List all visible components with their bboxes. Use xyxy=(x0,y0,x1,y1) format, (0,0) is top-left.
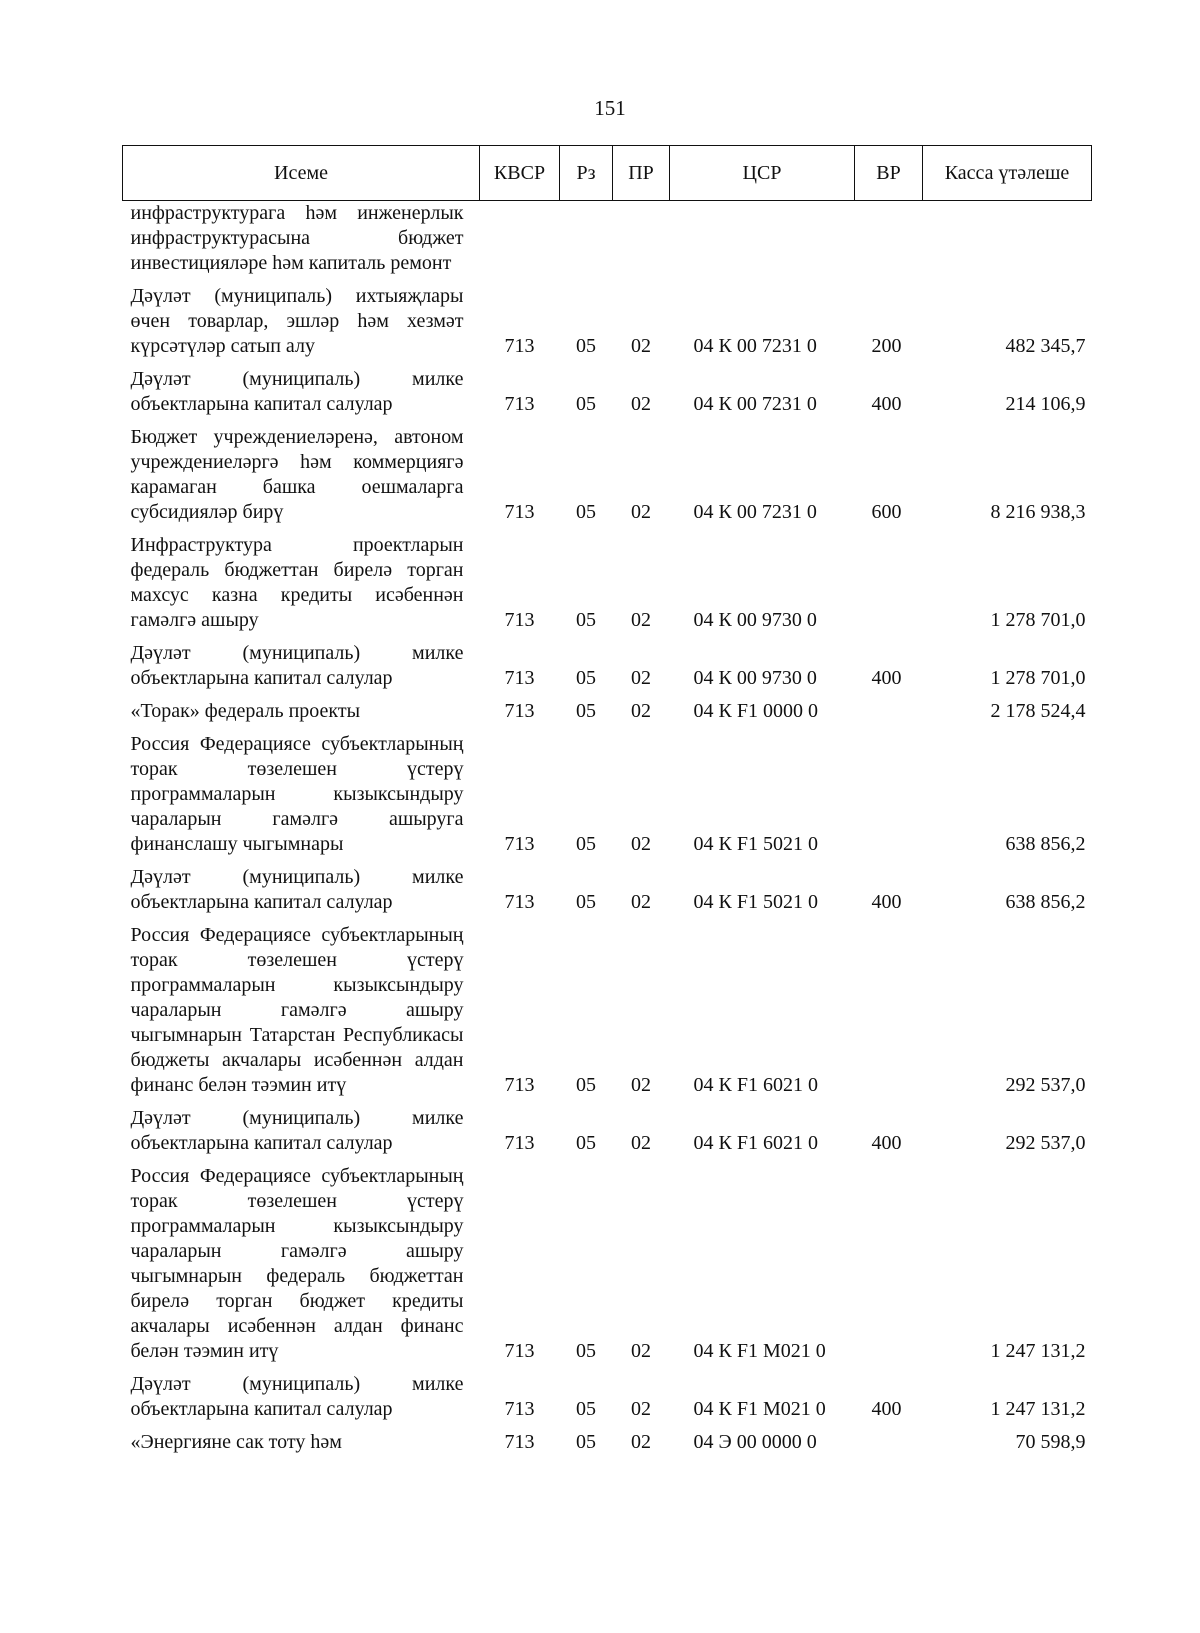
cell-vr xyxy=(855,201,923,282)
cell-name: Дәүләт (муниципаль) милке объектларына капитал салулар xyxy=(130,642,464,689)
header-name: Исеме xyxy=(123,146,480,201)
cell-name: Дәүләт (муниципаль) милке объектларына капитал салулар xyxy=(130,1107,464,1154)
cell-csr: 04 К F1 М021 0 xyxy=(693,1398,826,1420)
cell-pr: 02 xyxy=(631,667,651,689)
cell-csr: 04 К 00 9730 0 xyxy=(693,667,817,689)
table-row xyxy=(123,201,1092,282)
cell-csr: 04 К F1 6021 0 xyxy=(693,1132,818,1154)
cell-pr: 02 xyxy=(631,1074,651,1096)
cell-vr: 400 xyxy=(871,1132,902,1154)
cell-csr: 04 К F1 5021 0 xyxy=(693,833,818,855)
cell-vr: 200 xyxy=(871,335,902,357)
cell-csr: 04 К F1 М021 0 xyxy=(693,1340,826,1362)
cell-vr: 600 xyxy=(871,501,902,523)
cell-pr: 02 xyxy=(631,700,651,722)
cell-rz: 05 xyxy=(576,891,596,913)
table-row xyxy=(123,729,1092,862)
cell-vr xyxy=(855,1427,923,1460)
cell-kvsr: 713 xyxy=(504,667,535,689)
cell-sum: 8 216 938,3 xyxy=(990,501,1086,523)
table-row xyxy=(123,1103,1092,1161)
cell-kvsr: 713 xyxy=(504,1431,535,1453)
cell-kvsr: 713 xyxy=(504,891,535,913)
cell-kvsr: 713 xyxy=(504,335,535,357)
cell-pr: 02 xyxy=(631,1431,651,1453)
cell-name: Россия Федерациясе субъектларының торак төзелешен үстерү программаларын кызыксындыру чараларын гамәлгә ашыру чыгымнарын федераль бюджеттан бирелә торган бюджет кредиты акчалары исәбеннән алдан финанс белән тәэмин итү xyxy=(130,1165,464,1362)
cell-sum: 1 247 131,2 xyxy=(990,1340,1086,1362)
header-kvsr: КВСР xyxy=(480,146,560,201)
cell-sum: 1 278 701,0 xyxy=(990,609,1086,631)
cell-kvsr: 713 xyxy=(504,1074,535,1096)
table-row xyxy=(123,530,1092,638)
page-number: 151 xyxy=(594,96,626,120)
cell-pr: 02 xyxy=(631,1340,651,1362)
cell-sum: 482 345,7 xyxy=(1005,335,1086,357)
cell-sum: 638 856,2 xyxy=(1005,833,1086,855)
cell-name: Дәүләт (муниципаль) ихтыяҗлары өчен товарлар, эшләр һәм хезмәт күрсәтүләр сатып алу xyxy=(130,285,464,357)
table-row xyxy=(123,422,1092,530)
cell-name: инфраструктурага һәм инженерлык инфраструктурасына бюджет инвестицияләре һәм капиталь ремонт xyxy=(130,202,464,274)
header-sum: Касса үтәлеше xyxy=(923,146,1092,201)
cell-rz: 05 xyxy=(576,501,596,523)
cell-rz: 05 xyxy=(576,335,596,357)
cell-csr: 04 К 00 7231 0 xyxy=(693,393,817,415)
cell-kvsr: 713 xyxy=(504,393,535,415)
cell-vr xyxy=(855,696,923,729)
cell-kvsr: 713 xyxy=(504,609,535,631)
cell-name: Дәүләт (муниципаль) милке объектларына капитал салулар xyxy=(130,1373,464,1420)
cell-rz: 05 xyxy=(576,667,596,689)
cell-pr: 02 xyxy=(631,1398,651,1420)
cell-csr xyxy=(670,201,855,282)
cell-name: «Энергияне сак тоту һәм xyxy=(130,1431,342,1453)
table-row xyxy=(123,862,1092,920)
cell-rz: 05 xyxy=(576,833,596,855)
cell-vr xyxy=(855,729,923,862)
header-rz: Рз xyxy=(560,146,613,201)
table-header xyxy=(123,146,1092,201)
cell-csr: 04 К 00 7231 0 xyxy=(693,501,817,523)
cell-sum: 292 537,0 xyxy=(1005,1074,1086,1096)
cell-pr: 02 xyxy=(631,609,651,631)
cell-pr xyxy=(613,201,670,282)
cell-rz: 05 xyxy=(576,393,596,415)
cell-name: Дәүләт (муниципаль) милке объектларына капитал салулар xyxy=(130,866,464,913)
table-row xyxy=(123,638,1092,696)
cell-csr: 04 К F1 6021 0 xyxy=(693,1074,818,1096)
table-body xyxy=(123,201,1092,1461)
cell-rz xyxy=(560,201,613,282)
cell-rz: 05 xyxy=(576,700,596,722)
cell-name: «Торак» федераль проекты xyxy=(130,700,361,722)
table-row xyxy=(123,281,1092,364)
table-row xyxy=(123,1427,1092,1460)
cell-vr: 400 xyxy=(871,667,902,689)
cell-rz: 05 xyxy=(576,1431,596,1453)
cell-kvsr: 713 xyxy=(504,501,535,523)
cell-vr: 400 xyxy=(871,393,902,415)
cell-kvsr xyxy=(480,201,560,282)
table-row xyxy=(123,1161,1092,1369)
cell-sum: 292 537,0 xyxy=(1005,1132,1086,1154)
cell-name: Бюджет учреждениеләренә, автоном учреждениеләргә һәм коммерциягә карамаган башка оешмаларга субсидияләр бирү xyxy=(130,426,464,523)
cell-sum xyxy=(923,201,1092,282)
cell-kvsr: 713 xyxy=(504,1398,535,1420)
cell-pr: 02 xyxy=(631,1132,651,1154)
cell-sum: 1 278 701,0 xyxy=(990,667,1086,689)
cell-kvsr: 713 xyxy=(504,1340,535,1362)
cell-name: Россия Федерациясе субъектларының торак төзелешен үстерү программаларын кызыксындыру чараларын гамәлгә ашыруга финанслашу чыгымнары xyxy=(130,733,464,855)
table-row xyxy=(123,696,1092,729)
cell-vr xyxy=(855,1161,923,1369)
cell-kvsr: 713 xyxy=(504,1132,535,1154)
cell-vr: 400 xyxy=(871,891,902,913)
cell-vr xyxy=(855,920,923,1103)
table-row xyxy=(123,1369,1092,1427)
cell-csr: 04 Э 00 0000 0 xyxy=(693,1431,817,1453)
cell-pr: 02 xyxy=(631,335,651,357)
cell-rz: 05 xyxy=(576,1074,596,1096)
cell-rz: 05 xyxy=(576,1340,596,1362)
table-row xyxy=(123,920,1092,1103)
cell-vr xyxy=(855,530,923,638)
cell-vr: 400 xyxy=(871,1398,902,1420)
cell-name: Инфраструктура проектларын федераль бюджеттан бирелә торган махсус казна кредиты исәбеннән гамәлгә ашыру xyxy=(130,534,464,631)
cell-rz: 05 xyxy=(576,1132,596,1154)
cell-csr: 04 К F1 5021 0 xyxy=(693,891,818,913)
cell-csr: 04 К 00 9730 0 xyxy=(693,609,817,631)
header-csr: ЦСР xyxy=(670,146,855,201)
cell-name: Дәүләт (муниципаль) милке объектларына капитал салулар xyxy=(130,368,464,415)
budget-table xyxy=(122,145,1092,1460)
cell-kvsr: 713 xyxy=(504,833,535,855)
cell-csr: 04 К 00 7231 0 xyxy=(693,335,817,357)
cell-pr: 02 xyxy=(631,501,651,523)
cell-name: Россия Федерациясе субъектларының торак төзелешен үстерү программаларын кызыксындыру чараларын гамәлгә ашыру чыгымнарын Татарстан Республикасы бюджеты акчалары исәбеннән алдан финанс белән тәэмин итү xyxy=(130,924,464,1096)
cell-csr: 04 К F1 0000 0 xyxy=(693,700,818,722)
cell-kvsr: 713 xyxy=(504,700,535,722)
cell-pr: 02 xyxy=(631,891,651,913)
cell-sum: 1 247 131,2 xyxy=(990,1398,1086,1420)
header-vr: ВР xyxy=(855,146,923,201)
cell-rz: 05 xyxy=(576,609,596,631)
cell-pr: 02 xyxy=(631,833,651,855)
cell-sum: 638 856,2 xyxy=(1005,891,1086,913)
cell-sum: 2 178 524,4 xyxy=(990,700,1086,722)
cell-sum: 214 106,9 xyxy=(1005,393,1086,415)
cell-rz: 05 xyxy=(576,1398,596,1420)
cell-sum: 70 598,9 xyxy=(1015,1431,1086,1453)
header-pr: ПР xyxy=(613,146,670,201)
table-row xyxy=(123,364,1092,422)
cell-pr: 02 xyxy=(631,393,651,415)
